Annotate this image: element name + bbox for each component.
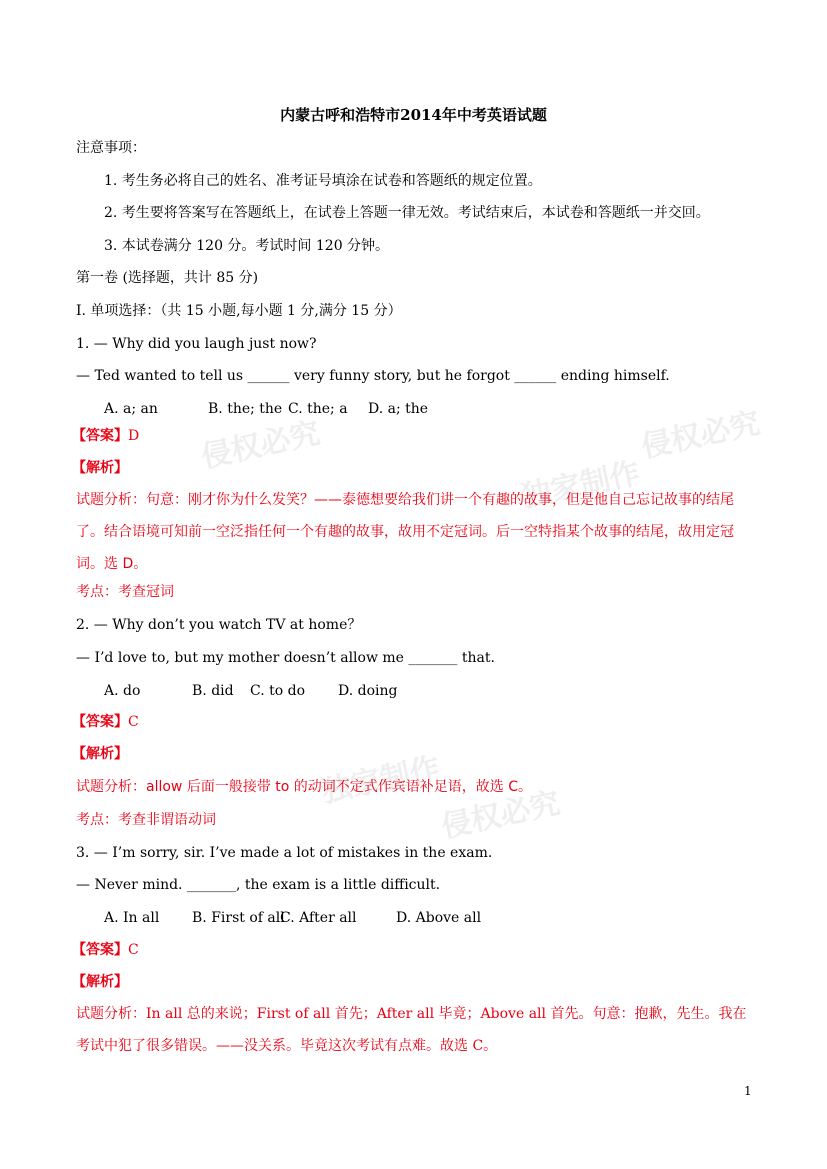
option: B. the; the	[208, 401, 283, 417]
answer-tag: 【答案】	[72, 714, 128, 730]
notice-heading: 注意事项：	[76, 140, 146, 156]
question-reply: — Ted wanted to tell us ______ very funny story, but he forgot ______ ending himself.	[76, 368, 670, 384]
question-reply: — I’d love to, but my mother doesn’t allow me _______ that.	[76, 650, 495, 666]
question-stem: 2. — Why don’t you watch TV at home？	[76, 617, 362, 633]
option: D. doing	[338, 683, 398, 699]
option: D. Above all	[396, 910, 482, 926]
page-number: 1	[744, 1084, 752, 1098]
part-heading: 第一卷 (选择题，共计 85 分)	[76, 270, 259, 286]
option: B. did	[192, 683, 234, 699]
analysis-tag: 【解析】	[72, 974, 128, 990]
watermark: 侵权必究	[438, 785, 564, 846]
section-heading: I. 单项选择：（共 15 小题,每小题 1 分,满分 15 分）	[76, 303, 402, 319]
notice-item: 2. 考生要将答案写在答题纸上，在试卷上答题一律无效。考试结束后，本试卷和答题纸一并交回。	[104, 205, 710, 221]
question-reply: — Never mind. _______, the exam is a little difficult.	[76, 877, 441, 893]
knowledge-point: 考点：考查冠词	[76, 584, 174, 600]
analysis-tag-line	[72, 459, 128, 477]
answer-value: C	[128, 942, 139, 958]
option: A. In all	[104, 910, 160, 926]
answer-value: C	[128, 714, 139, 730]
analysis-tag-line	[72, 973, 128, 991]
answer-tag: 【答案】	[72, 942, 128, 958]
option: C. After all	[280, 910, 357, 926]
question-stem: 1. — Why did you laugh just now?	[76, 336, 317, 352]
analysis-text: 试题分析：句意：刚才你为什么发笑？——泰德想要给我们讲一个有趣的故事，但是他自己忘记故事的结尾了。结合语境可知前一空泛指任何一个有趣的故事，故用不定冠词。后一空特指某个故事的结尾，故用定冠词。选 D。	[76, 492, 734, 572]
answer-tag: 【答案】	[72, 428, 128, 444]
watermark: 侵权必究	[198, 415, 324, 476]
knowledge-point: 考点：考查非谓语动词	[76, 812, 216, 828]
question-stem: 3. — I’m sorry, sir. I’ve made a lot of mistakes in the exam.	[76, 845, 493, 861]
notice-item: 1. 考生务必将自己的姓名、准考证号填涂在试卷和答题纸的规定位置。	[104, 173, 542, 189]
option: B. First of all	[192, 910, 285, 926]
option: A. a; an	[104, 401, 158, 417]
analysis-text: 试题分析：allow 后面一般接带 to 的动词不定式作宾语补足语，故选 C。	[76, 779, 533, 795]
option: C. the; a	[288, 401, 348, 417]
watermark: 侵权必究	[638, 405, 764, 466]
option: A. do	[104, 683, 141, 699]
option: D. a; the	[368, 401, 429, 417]
option: C. to do	[250, 683, 306, 699]
answer-line	[72, 941, 139, 959]
notice-item: 3. 本试卷满分 120 分。考试时间 120 分钟。	[104, 238, 390, 254]
answer-line	[72, 713, 139, 731]
analysis-tag: 【解析】	[72, 746, 128, 762]
page-title: 内蒙古呼和浩特市2014年中考英语试题	[280, 106, 547, 124]
watermark: 独家制作	[518, 455, 644, 516]
analysis-tag-line	[72, 745, 128, 763]
watermark: 独家制作	[318, 750, 444, 811]
analysis-text: 试题分析：In all 总的来说；First of all 首先；After all 毕竟；Above all 首先。句意：抱歉，先生。我在考试中犯了很多错误。——没关系。毕竟这次考试有点难。故选 C。	[76, 1006, 747, 1054]
answer-value: D	[128, 428, 140, 444]
answer-line	[72, 427, 139, 445]
analysis-tag: 【解析】	[72, 460, 128, 476]
